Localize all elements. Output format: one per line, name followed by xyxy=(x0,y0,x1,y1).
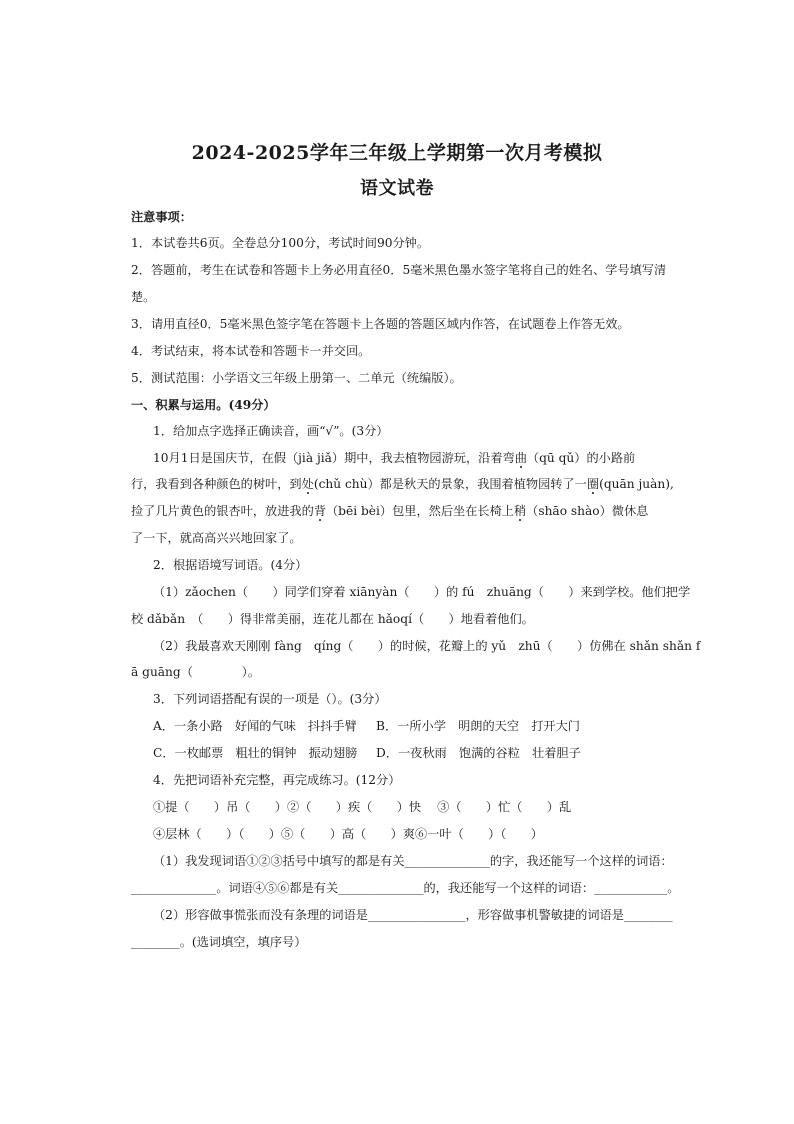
text-run: （shāo shào）微休息 xyxy=(526,504,649,518)
q1-prompt: 1．给加点字选择正确读音，画“√”。(3分） xyxy=(153,424,389,438)
text-run: (quān juàn), xyxy=(599,477,674,491)
text-run: 行，我看到各种颜色的树叶，到 xyxy=(131,477,302,491)
q3-option-d[interactable]: D．一夜秋雨 饱满的谷粒 壮着胆子 xyxy=(376,746,581,760)
q2-line: 校 dǎbǎn （ ）得非常美丽，连花儿都在 hǎoqí（ ）地看着他们。 xyxy=(131,612,534,626)
note-item: 5．测试范围：小学语文三年级上册第一、二单元（统编版）。 xyxy=(131,371,462,385)
q4-prompt: 4．先把词语补充完整，再完成练习。(12分） xyxy=(153,773,401,787)
dotted-char: 处 xyxy=(301,477,314,491)
q2-line: （2）我最喜欢天刚刚 fàng qíng（ ）的时候，花瓣上的 yǔ zhū（ ）仿佛在 shǎn shǎn f xyxy=(153,639,701,653)
pinyin-option[interactable]: jià jiǎ xyxy=(298,451,332,465)
q3-option-b[interactable]: B．一所小学 明朗的天空 打开大门 xyxy=(376,719,580,733)
note-item: 2．答题前，考生在试卷和答题卡上务必用直径0．5毫米黑色墨水签字笔将自己的姓名、学号填写清 xyxy=(131,263,667,277)
q2-line: ā guāng（ ）。 xyxy=(131,665,260,679)
q4-subquestion: ________。(选词填空，填序号） xyxy=(131,935,307,949)
note-item: 4．考试结束，将本试卷和答题卡一并交回。 xyxy=(131,344,371,358)
q3-option-c[interactable]: C．一枚邮票 粗壮的铜钟 振动翅膀 xyxy=(153,746,358,760)
dotted-char: 稍 xyxy=(513,504,527,518)
note-item: 3．请用直径0．5毫米黑色签字笔在答题卡上各题的答题区域内作答，在试题卷上作答无效。 xyxy=(131,317,630,331)
q1-paragraph-line xyxy=(153,450,635,466)
q3-option-a[interactable]: A．一条小路 好闻的气味 抖抖手臂 xyxy=(153,719,357,733)
q3-prompt: 3．下列词语搭配有误的一项是（）。(3分） xyxy=(153,692,387,706)
q2-line: （1）zǎochen（ ）同学们穿着 xiānyàn（ ）的 fú zhuāng（ ）来到学校。他们把学 xyxy=(153,585,691,599)
exam-title: 2024-2025学年三年级上学期第一次月考模拟 xyxy=(191,142,603,164)
text-run: （bēi bèi）包里，然后坐在长椅上 xyxy=(326,504,514,518)
q2-prompt: 2．根据语境写词语。(4分） xyxy=(153,558,308,572)
text-run: ）期中，我去植物园游玩，沿着弯 xyxy=(331,451,515,465)
section-heading: 一、积累与运用。(49分） xyxy=(131,398,276,412)
q4-subquestion: （2）形容做事慌张而没有条理的词语是________________，形容做事机警敏捷的词语是________ xyxy=(153,908,673,922)
note-item: 1．本试卷共6页。全卷总分100分，考试时间90分钟。 xyxy=(131,236,430,250)
text-run: 捡了几片黄色的银杏叶，放进我的 xyxy=(131,504,314,518)
q1-paragraph-line: 了一下，就高高兴兴地回家了。 xyxy=(131,531,302,545)
notes-heading: 注意事项： xyxy=(131,210,192,224)
note-item: 楚。 xyxy=(131,290,156,304)
q4-idiom-row: ①提（ ）吊（ ）②（ ）疾（ ）快 ③（ ）忙（ ）乱 xyxy=(153,800,572,814)
dotted-char: 背 xyxy=(313,504,326,518)
exam-subtitle: 语文试卷 xyxy=(360,178,434,199)
q1-paragraph-line xyxy=(131,503,648,519)
dotted-char: 曲 xyxy=(514,451,527,465)
text-run: (chǔ chù）都是秋天的景象，我围着植物园转了一 xyxy=(313,477,587,491)
q4-idiom-row: ④层林（ ）（ ）⑤（ ）高（ ）爽⑥一叶（ ）（ ） xyxy=(153,827,543,841)
q1-paragraph-line xyxy=(131,476,674,492)
text-run: （qū qǔ）的小路前 xyxy=(526,451,636,465)
q4-subquestion: （1）我发现词语①②③括号中填写的都是有关______________的字，我还能写一个这样的词语： xyxy=(153,854,673,868)
dotted-char: 圈 xyxy=(586,477,600,491)
text-run: 10月1日是国庆节，在假（ xyxy=(153,451,299,465)
q4-subquestion: ______________。词语④⑤⑥都是有关______________的，我还能写一个这样的词语：____________。 xyxy=(131,881,680,895)
